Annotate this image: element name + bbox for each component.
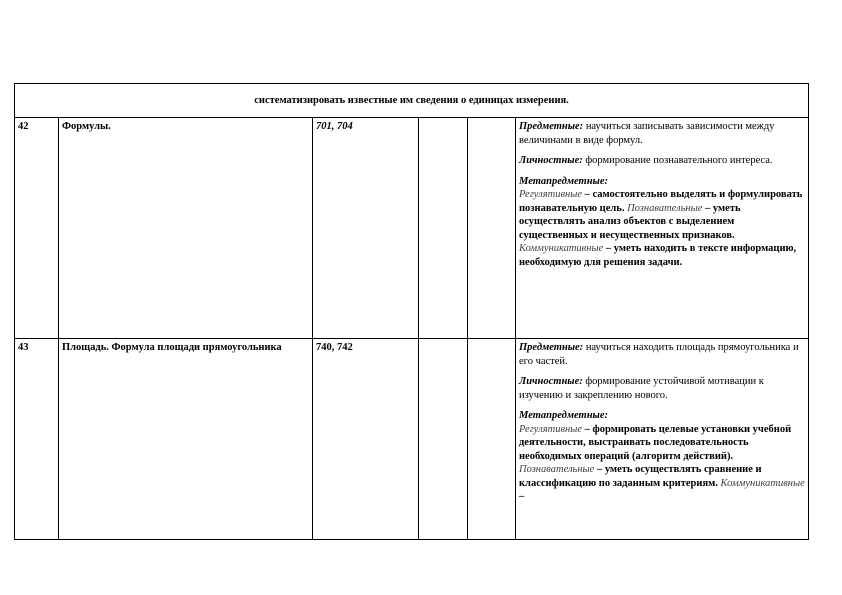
learning-results	[516, 339, 809, 540]
regulative-label: Регулятивные	[519, 423, 582, 435]
cognitive-text: – уметь осуществлять сравнение и классификацию по заданным критериям.	[519, 464, 762, 489]
empty-cell	[468, 339, 516, 540]
header-cell: систематизировать известные им сведения о единицах измерения.	[15, 84, 809, 118]
subject-results	[519, 341, 805, 368]
table-header-row	[15, 84, 809, 118]
lesson-tasks: 740, 742	[313, 339, 419, 540]
personal-text: формирование познавательного интереса.	[585, 155, 773, 166]
personal-results	[519, 154, 805, 168]
subject-text: научиться находить площадь прямоугольника и его частей.	[519, 342, 799, 367]
cognitive-label: Познавательные	[519, 464, 595, 475]
lesson-topic: Формулы.	[59, 118, 313, 339]
meta-results	[519, 409, 805, 504]
communicative-label: Коммуникативные	[519, 243, 604, 254]
lesson-topic: Площадь. Формула площади прямоугольника	[59, 339, 313, 540]
personal-text: формирование устойчивой мотивации к изучению и закреплению нового.	[519, 376, 764, 401]
subject-text: научиться записывать зависимости между величинами в виде формул.	[519, 121, 775, 146]
empty-cell	[468, 118, 516, 339]
personal-label: Личностные:	[519, 376, 583, 387]
personal-label: Личностные:	[519, 155, 583, 166]
lesson-number: 43	[15, 339, 59, 540]
lesson-plan-table	[14, 83, 809, 540]
subject-label: Предметные:	[519, 121, 584, 132]
subject-results	[519, 120, 805, 147]
table-row	[15, 118, 809, 339]
communicative-text: –	[519, 491, 525, 502]
meta-label: Метапредметные:	[519, 175, 608, 187]
regulative-label: Регулятивные	[519, 189, 582, 200]
communicative-label: Коммуникативные	[720, 477, 805, 489]
learning-results	[516, 118, 809, 339]
table-row	[15, 339, 809, 540]
lesson-tasks: 701, 704	[313, 118, 419, 339]
regulative-text: – формировать целевые установки учебной деятельности, выстраивать последовательность необходимых операций (алгоритм действий).	[519, 423, 792, 462]
cognitive-label: Познавательные	[627, 202, 703, 214]
empty-cell	[419, 339, 468, 540]
personal-results	[519, 375, 805, 402]
regulative-text: – самостоятельно выделять и формулировать познавательную цель.	[519, 189, 803, 214]
subject-label: Предметные:	[519, 342, 584, 353]
empty-cell	[419, 118, 468, 339]
meta-results	[519, 175, 805, 270]
meta-label: Метапредметные:	[519, 410, 608, 421]
lesson-number: 42	[15, 118, 59, 339]
cognitive-text: – уметь осуществлять анализ объектов с выделением существенных и несущественных признаков.	[519, 202, 741, 241]
communicative-text: – уметь находить в тексте информацию, необходимую для решения задачи.	[519, 243, 797, 268]
